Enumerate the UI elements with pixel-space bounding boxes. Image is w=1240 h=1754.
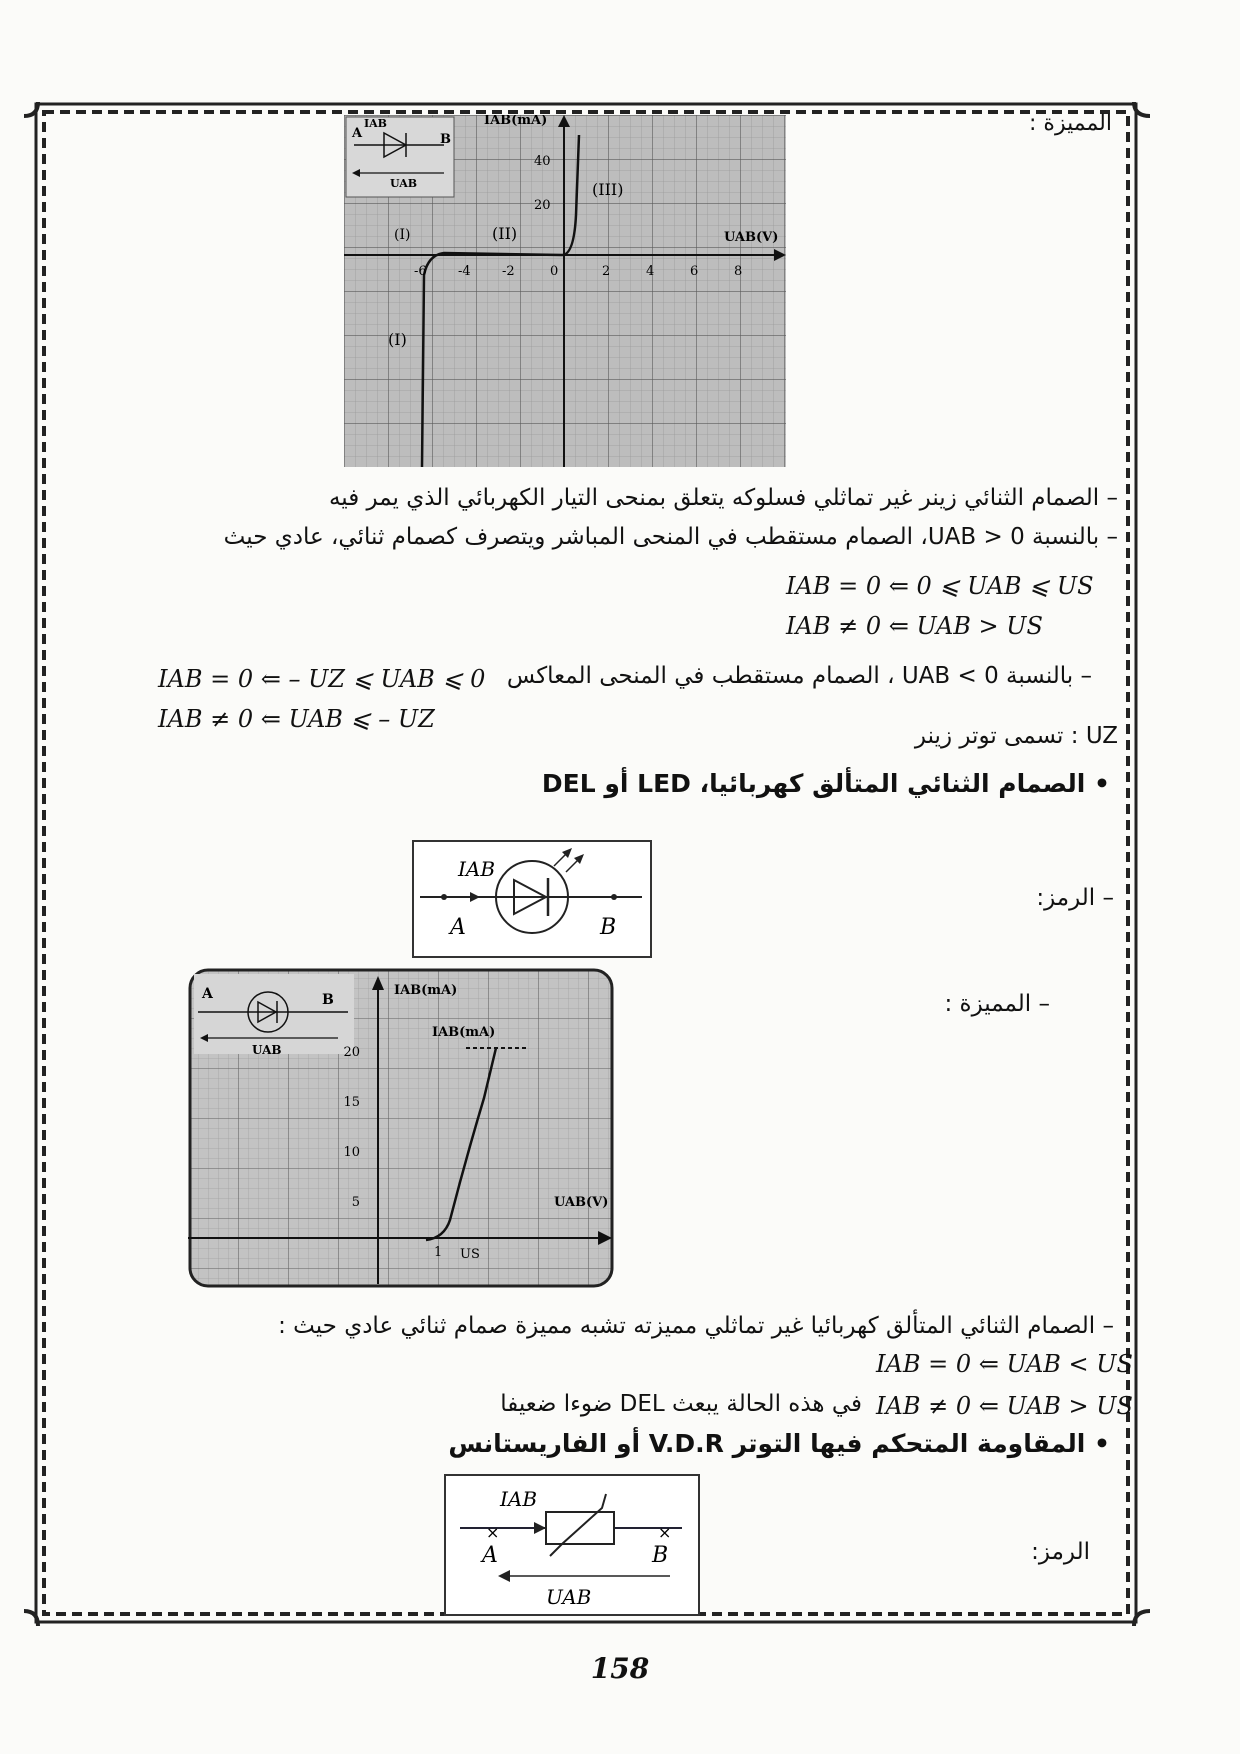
led-symbol-label: – الرمز: (1036, 885, 1114, 911)
led-ytick: 10 (343, 1145, 360, 1160)
vdr-sym-u: UAB (546, 1585, 592, 1609)
zener-region-1: (I) (388, 330, 407, 349)
led-eq-1: IAB = 0 ⇐ UAB < US (876, 1350, 1133, 1378)
led-graph-sym-u: UAB (252, 1043, 282, 1057)
zener-region-3: (III) (592, 180, 624, 199)
led-symbol (414, 842, 650, 956)
led-symbol-box (412, 840, 652, 958)
zener-xtick: -2 (502, 264, 515, 279)
zener-line-3: – بالنسبة 0 > UAB ، الصمام مستقطب في المنحى المعاكس (506, 663, 1092, 689)
zener-sym-u: UAB (390, 177, 418, 190)
led-eq-2: IAB ≠ 0 ⇐ UAB > US (876, 1392, 1133, 1420)
zener-uz-note: UZ : تسمى توتر زينر (914, 723, 1118, 749)
led-x-axis: UAB(V) (554, 1195, 609, 1210)
led-ytick: 15 (343, 1095, 360, 1110)
led-eq-2-note: في هذه الحالة يبعث DEL ضوءا ضعيفا (500, 1391, 862, 1417)
led-ytick: 20 (343, 1045, 360, 1060)
zener-eq-4: IAB ≠ 0 ⇐ UAB ⩽ – UZ (158, 705, 435, 733)
zener-xtick: 8 (734, 264, 743, 279)
vdr-sym-a: A (482, 1543, 498, 1568)
led-y-axis: IAB(mA) (394, 983, 458, 998)
vdr-sym-a-mark: × (486, 1523, 500, 1542)
led-graph-node-b: B (322, 992, 334, 1008)
zener-eq-2: IAB ≠ 0 ⇐ UAB > US (786, 612, 1043, 640)
vdr-symbol-label: الرمز: (1031, 1539, 1090, 1565)
zener-sym-i: IAB (364, 117, 387, 130)
page-number: 158 (590, 1652, 650, 1685)
zener-ytick-20: 20 (534, 198, 551, 213)
zener-line-2: – بالنسبة 0 < UAB، الصمام مستقطب في المنحى المباشر ويتصرف كصمام ثنائي، عادي حيث (223, 524, 1118, 550)
zener-char-label: المميزة : (1029, 111, 1112, 136)
led-sym-b: B (600, 915, 617, 940)
led-us: US (460, 1247, 480, 1262)
led-heading: • الصمام الثنائي المتألق كهربائيا، LED أو DEL (541, 769, 1110, 798)
zener-xtick: 0 (550, 264, 559, 279)
led-xtick-1: 1 (434, 1245, 443, 1260)
zener-eq-3: IAB = 0 ⇐ – UZ ⩽ UAB ⩽ 0 (158, 665, 486, 693)
zener-ytick-40: 40 (534, 154, 551, 169)
zener-xtick: 6 (690, 264, 699, 279)
vdr-sym-i: IAB (500, 1487, 538, 1511)
zener-node-a: A (352, 126, 363, 141)
zener-region-1b: (I) (394, 227, 411, 243)
zener-line-1: – الصمام الثنائي زينر غير تماثلي فسلوكه يتعلق بمنحى التيار الكهربائي الذي يمر فيه (328, 485, 1118, 511)
zener-characteristic-graph (344, 115, 786, 467)
led-graph-node-a: A (202, 986, 213, 1002)
led-inner-y-axis: IAB(mA) (432, 1025, 496, 1040)
led-ytick: 5 (351, 1195, 360, 1210)
zener-y-axis: IAB(mA) (484, 115, 548, 128)
zener-xtick: 2 (602, 264, 611, 279)
zener-xtick: 4 (646, 264, 655, 279)
led-char-label: – المميزة : (944, 991, 1050, 1017)
zener-eq-1: IAB = 0 ⇐ 0 ⩽ UAB ⩽ US (786, 572, 1094, 600)
led-characteristic-graph (188, 968, 614, 1288)
vdr-symbol-box (444, 1474, 700, 1616)
vdr-heading: • المقاومة المتحكم فيها التوتر V.D.R أو الفاريستانس (448, 1429, 1110, 1458)
zener-region-2: (II) (492, 224, 518, 243)
zener-node-b: B (440, 132, 451, 147)
led-line-1: – الصمام الثنائي المتألق كهربائيا غير تماثلي مميزته تشبه مميزة صمام ثنائي عادي حيث : (278, 1313, 1114, 1339)
led-sym-a: A (450, 915, 466, 940)
vdr-sym-b-mark: × (658, 1523, 672, 1542)
zener-xtick: -6 (414, 264, 427, 279)
led-sym-i: IAB (458, 857, 496, 881)
zener-x-axis: UAB(V) (724, 230, 779, 245)
vdr-sym-b: B (652, 1543, 669, 1568)
vdr-symbol (446, 1476, 698, 1614)
zener-xtick: -4 (458, 264, 471, 279)
